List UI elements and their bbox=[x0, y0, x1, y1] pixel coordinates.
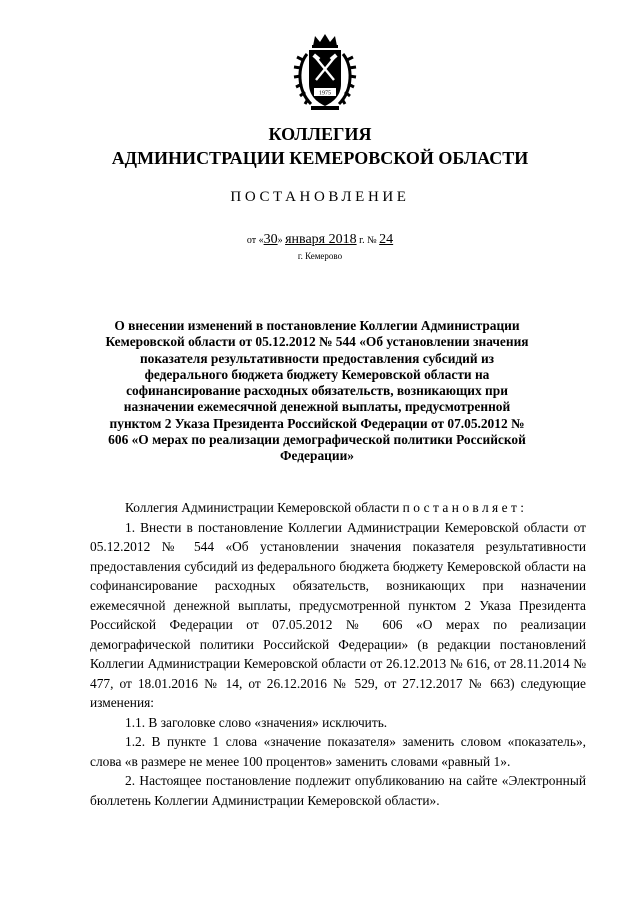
date-month-year: января 2018 bbox=[285, 232, 357, 247]
number-sign: № bbox=[367, 235, 377, 246]
date-mid: » bbox=[277, 235, 283, 246]
date-year-suffix: г. bbox=[359, 235, 365, 246]
city: г. Кемерово bbox=[297, 251, 343, 261]
document-title: О внесении изменений в постановление Коллегии Администрации Кемеровской области от 05.12.2012 № 544 «Об установлении значения показателя результативности предоставления субсидий из федерального бюджета бюджету Кемеровской области на софинансирование расходных обязательств, возникающих при назначении ежемесячной денежной выплаты, предусмотренной пунктом 2 Указа Президента Российской Федерации от 07.05.2012 № 606 «О мерах по реализации демографической политики Российской Федерации» bbox=[105, 318, 529, 464]
paragraph-2: 2. Настоящее постановление подлежит опубликованию на сайте «Электронный бюллетень Коллегии Администрации Кемеровской области». bbox=[90, 773, 586, 808]
coat-of-arms-icon bbox=[293, 32, 357, 114]
document-body bbox=[90, 498, 586, 810]
date-line bbox=[0, 232, 640, 248]
org-title-line2: АДМИНИСТРАЦИИ КЕМЕРОВСКОЙ ОБЛАСТИ bbox=[111, 148, 529, 168]
intro-text: Коллегия Администрации Кемеровской области bbox=[125, 500, 403, 515]
intro-resolve: постановляет: bbox=[402, 500, 528, 515]
document-number: 24 bbox=[379, 232, 394, 247]
paragraph-1-1: 1.1. В заголовке слово «значения» исключить. bbox=[125, 714, 388, 730]
document-type: ПОСТАНОВЛЕНИЕ bbox=[230, 189, 410, 205]
paragraph-1: 1. Внести в постановление Коллегии Администрации Кемеровской области от 05.12.2012 № 544 «Об установлении значения показателя результативности предоставления субсидий из федерального бюджета бюджету Кемеровской области на софинансирование расходных обязательств, возникающих при назначении ежемесячной денежной выплаты, предусмотренной пунктом 2 Указа Президента Российской Федерации от 07.05.2012 № 606 «О мерах по реализации демографической политики Российской Федерации» (в редакции постановлений Коллегии Администрации Кемеровской области от 26.12.2013 № 616, от 28.11.2014 № 477, от 18.01.2016 № 14, от 26.12.2016 № 529, от 27.12.2017 № 663) следующие изменения: bbox=[90, 519, 586, 710]
svg-text:1975: 1975 bbox=[319, 90, 331, 97]
intro-paragraph bbox=[90, 498, 586, 518]
date-prefix: от « bbox=[246, 235, 264, 246]
paragraph-1-2: 1.2. В пункте 1 слова «значение показателя» заменить словом «показатель», слова «в размере не менее 100 процентов» заменить словами «равный 1». bbox=[90, 734, 586, 769]
org-title-line1: КОЛЛЕГИЯ bbox=[268, 124, 372, 144]
date-day: 30 bbox=[263, 232, 278, 247]
